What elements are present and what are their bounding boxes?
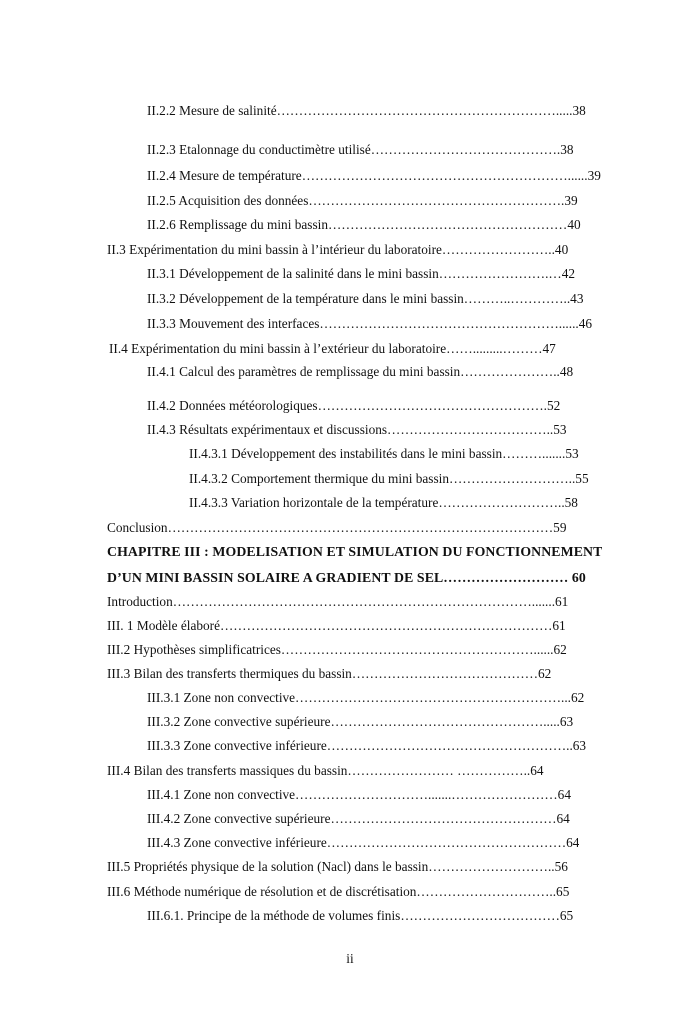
toc-entry-iii-4-2: III.4.2 Zone convective supérieure……………………………………………64 xyxy=(147,811,570,826)
toc-entry-iii-3-1: III.3.1 Zone non convective……………………………………………………...62 xyxy=(147,690,585,705)
toc-entry-ii-4: II.4 Expérimentation du mini bassin à l’extérieur du laboratoire…….........………47 xyxy=(109,341,556,356)
toc-entry-ii-3-2: II.3.2 Développement de la température dans le mini bassin………..…………..43 xyxy=(147,291,584,306)
chapter-heading-line-1: CHAPITRE III : MODELISATION ET SIMULATION DU FONCTIONNEMENT xyxy=(107,544,603,559)
toc-entry-ii-2-4: II.2.4 Mesure de température……………………………………………………......39 xyxy=(147,168,601,183)
toc-entry-ii-2-2: II.2.2 Mesure de salinité……………………………………………………….....38 xyxy=(147,103,586,118)
toc-entry-iii-3: III.3 Bilan des transferts thermiques du bassin……………………………………62 xyxy=(107,666,552,681)
toc-entry-ii-4-3: II.4.3 Résultats expérimentaux et discussions………………………………..53 xyxy=(147,422,567,437)
toc-entry-iii-3-2: III.3.2 Zone convective supérieure………………………………………….....63 xyxy=(147,714,574,729)
toc-entry-ii-2-5: II.2.5 Acquisition des données………………………………………………….39 xyxy=(147,193,578,208)
toc-entry-ii-4-3-2: II.4.3.2 Comportement thermique du mini bassin………………………..55 xyxy=(189,471,589,486)
toc-entry-iii-1: III. 1 Modèle élaboré…………………………………………………………………61 xyxy=(107,618,566,633)
toc-entry-iii-4-3: III.4.3 Zone convective inférieure………………………………………………64 xyxy=(147,835,580,850)
toc-entry-iii-6-1: III.6.1. Principe de la méthode de volumes finis………………………………65 xyxy=(147,908,574,923)
toc-entry-ii-4-3-1: II.4.3.1 Développement des instabilités dans le mini bassin……….......53 xyxy=(189,446,579,461)
toc-entry-ii-2-6: II.2.6 Remplissage du mini bassin………………………………………………40 xyxy=(147,217,581,232)
chapter-heading-line-2: D’UN MINI BASSIN SOLAIRE A GRADIENT DE SEL……………………… 60 xyxy=(107,570,586,585)
toc-entry-conclusion: Conclusion……………………………………………………………………………59 xyxy=(107,520,567,535)
toc-entry-ii-3: II.3 Expérimentation du mini bassin à l’intérieur du laboratoire……………………..40 xyxy=(107,242,569,257)
toc-entry-ii-4-3-3: II.4.3.3 Variation horizontale de la température………………………..58 xyxy=(189,495,578,510)
toc-entry-iii-6: III.6 Méthode numérique de résolution et de discrétisation…………………………..65 xyxy=(107,884,570,899)
toc-entry-iii-4: III.4 Bilan des transferts massiques du bassin…………………… ……………..64 xyxy=(107,763,544,778)
toc-entry-ii-3-1: II.3.1 Développement de la salinité dans le mini bassin…………………….…42 xyxy=(147,266,576,281)
toc-entry-introduction: Introduction……………………………………………………………………….......61 xyxy=(107,594,569,609)
toc-entry-iii-5: III.5 Propriétés physique de la solution (Nacl) dans le bassin………………………..56 xyxy=(107,859,568,874)
toc-entry-iii-3-3: III.3.3 Zone convective inférieure………………………………………………..63 xyxy=(147,738,587,753)
toc-entry-iii-4-1: III.4.1 Zone non convective………………………….......……………………64 xyxy=(147,787,571,802)
toc-entry-ii-4-2: II.4.2 Données météorologiques…………………………………………….52 xyxy=(147,398,561,413)
toc-entry-iii-2: III.2 Hypothèses simplificatrices…………………………………………………......62 xyxy=(107,642,567,657)
page-number: ii xyxy=(346,951,354,966)
toc-entry-ii-3-3: II.3.3 Mouvement des interfaces………………………………………………......46 xyxy=(147,316,593,331)
toc-entry-ii-4-1: II.4.1 Calcul des paramètres de remplissage du mini bassin…………………..48 xyxy=(147,364,574,379)
toc-entry-ii-2-3: II.2.3 Etalonnage du conductimètre utilisé…………………………………….38 xyxy=(147,142,574,157)
